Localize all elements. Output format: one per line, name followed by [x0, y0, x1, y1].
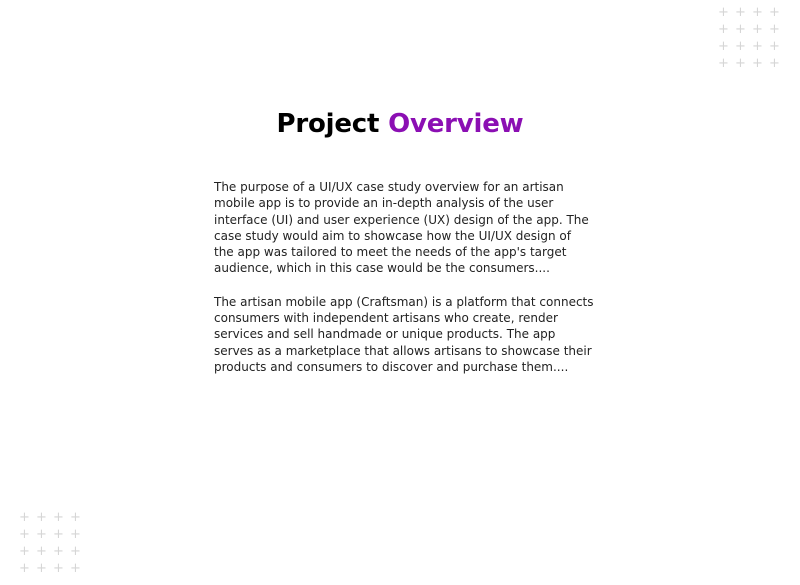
plus-icon: + [718, 56, 729, 71]
plus-icon: + [70, 544, 81, 559]
plus-icon: + [769, 22, 780, 37]
plus-icon: + [19, 544, 30, 559]
title-text: Project [276, 109, 380, 139]
page-title [0, 106, 800, 142]
plus-icon: + [53, 510, 64, 525]
plus-icon: + [70, 561, 81, 576]
plus-icon: + [19, 527, 30, 542]
plus-icon: + [718, 22, 729, 37]
plus-icon: + [19, 561, 30, 576]
plus-icon: + [70, 510, 81, 525]
plus-icon: + [36, 561, 47, 576]
plus-icon: + [36, 527, 47, 542]
plus-icon: + [752, 5, 763, 20]
plus-icon: + [769, 5, 780, 20]
plus-icon: + [36, 510, 47, 525]
title-accent-text: Overview [388, 109, 524, 139]
overview-body [214, 179, 594, 392]
plus-icon: + [718, 39, 729, 54]
plus-icon: + [752, 39, 763, 54]
plus-icon: + [36, 544, 47, 559]
plus-icon: + [735, 22, 746, 37]
plus-icon: + [735, 39, 746, 54]
plus-icon: + [53, 527, 64, 542]
overview-paragraph-2: The artisan mobile app (Craftsman) is a platform that connects consumers with independent artisans who create, render services and sell handmade or unique products. The app serves as a marketplace that allows artisans to showcase their products and consumers to discover and purchase them.... [214, 294, 594, 374]
plus-icon: + [53, 544, 64, 559]
plus-icon: + [735, 5, 746, 20]
plus-icon: + [735, 56, 746, 71]
plus-icon: + [769, 56, 780, 71]
decorative-plus-grid-top-right [715, 4, 783, 72]
plus-icon: + [19, 510, 30, 525]
plus-icon: + [752, 22, 763, 37]
plus-icon: + [70, 527, 81, 542]
plus-icon: + [769, 39, 780, 54]
plus-icon: + [718, 5, 729, 20]
plus-icon: + [752, 56, 763, 71]
overview-paragraph-1: The purpose of a UI/UX case study overview for an artisan mobile app is to provide an in-depth analysis of the user interface (UI) and user experience (UX) design of the app. The case study would aim to showcase how the UI/UX design of the app was tailored to meet the needs of the app's target audience, which in this case would be the consumers.... [214, 180, 589, 276]
plus-icon: + [53, 561, 64, 576]
decorative-plus-grid-bottom-left [16, 509, 84, 577]
